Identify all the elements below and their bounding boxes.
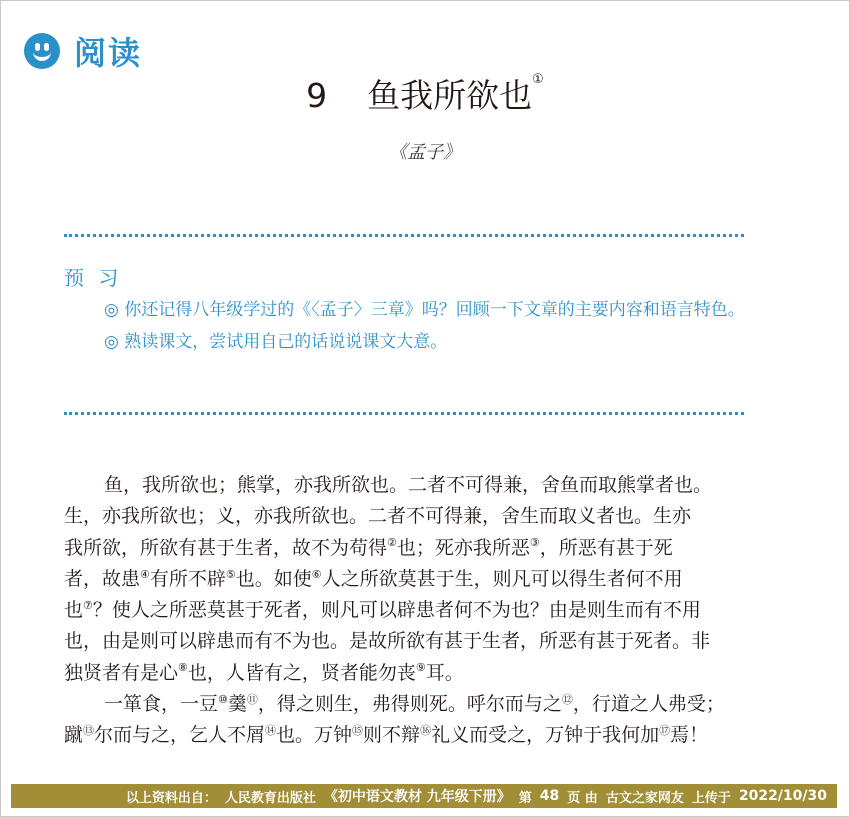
lesson-title — [0, 70, 850, 117]
text-line — [64, 595, 754, 626]
lesson-source: 《孟子》 — [389, 142, 461, 163]
footer-publisher: 人民教育出版社 — [224, 790, 316, 806]
source-footer — [11, 784, 837, 808]
footer-date: 2022/10/30 — [738, 788, 827, 804]
footnote-marker: ⑫ — [561, 692, 573, 706]
footer-prefix: 以上资料出自： — [125, 790, 217, 806]
footer-page-number: 48 — [539, 788, 560, 804]
footer-site: 古文之家网友 — [605, 790, 684, 806]
footer-uploaded: 上传于 — [691, 790, 731, 806]
footnote-marker: ⑨ — [415, 661, 426, 675]
text-segment: 我所欲，所欲有甚于生者，故不为苟得 — [64, 536, 388, 559]
preview-body — [64, 294, 754, 358]
text-segment: 耳。 — [425, 661, 464, 684]
preview-item: ◎ 你还记得八年级学过的《〈孟子〉三章》吗？回顾一下文章的主要内容和语言特色。 — [104, 300, 745, 320]
footnote-marker: ② — [387, 536, 397, 550]
text-segment: 尔而与之，乞人不屑 — [94, 724, 266, 747]
text-segment: 人之所欲莫甚于生，则凡可以得生者何不用 — [321, 567, 683, 590]
text-segment: 也 — [64, 599, 84, 622]
text-line — [64, 626, 754, 657]
lesson-number: 9 — [306, 76, 328, 115]
text-segment: 鱼，我所欲也；熊掌，亦我所欲也。二者不可得兼，舍鱼而取熊掌者也。 — [104, 474, 713, 496]
footnote-marker: ⑦ — [83, 598, 93, 612]
preview-item: ◎ 熟读课文，尝试用自己的话说说课文大意。 — [104, 332, 448, 352]
footnote-marker: ④ — [140, 567, 150, 581]
text-segment: 蹴 — [64, 724, 84, 747]
footnote-marker: ⑪ — [246, 692, 258, 706]
text-line — [64, 720, 754, 751]
paragraph-1 — [64, 470, 754, 689]
text-segment: 也。如使 — [235, 567, 312, 590]
text-segment: 也。万钟 — [276, 724, 353, 747]
text-segment: 独贤者有是心 — [64, 661, 179, 684]
section-label: 阅读 — [74, 34, 143, 72]
text-segment: 羹 — [227, 693, 247, 716]
text-line — [64, 658, 754, 689]
title-note-marker: ① — [532, 72, 544, 87]
footer-page-post: 页 由 — [567, 790, 598, 806]
text-segment: ，得之则生，弗得则死。呼尔而与之 — [257, 693, 562, 716]
main-text — [64, 470, 754, 752]
preview-divider-top — [64, 234, 744, 237]
footnote-marker: ⑯ — [420, 724, 432, 738]
text-segment: 也，由是则可以辟患而有不为也。是故所欲有甚于生者，所恶有甚于死者。非 — [64, 630, 711, 653]
paragraph-2 — [64, 689, 754, 752]
text-segment: 则不辩 — [363, 724, 421, 747]
preview-divider-bottom — [64, 412, 744, 415]
lesson-title-text: 鱼我所欲也 — [367, 76, 533, 115]
footnote-marker: ⑰ — [659, 724, 671, 738]
text-segment: ，行道之人弗受； — [572, 693, 725, 716]
text-line — [64, 501, 754, 532]
footnote-marker: ⑥ — [311, 567, 322, 581]
text-line — [64, 689, 754, 720]
footnote-marker: ⑬ — [83, 724, 95, 738]
preview-heading: 预 习 — [64, 266, 123, 290]
footnote-marker: ⑤ — [225, 567, 236, 581]
text-line — [64, 533, 754, 564]
footnote-marker: ⑧ — [178, 661, 188, 675]
text-segment: 者，故患 — [64, 567, 141, 590]
footer-book: 《初中语文教材 九年级下册》 — [323, 789, 511, 805]
footer-page-pre: 第 — [518, 790, 532, 806]
text-segment: 也；死亦我所恶 — [396, 536, 530, 559]
text-segment: ？使人之所恶莫甚于死者，则凡可以辟患者何不为也？由是则生而有不用 — [92, 599, 701, 622]
text-line — [64, 564, 754, 595]
text-line — [64, 470, 754, 501]
section-header — [24, 30, 142, 72]
footnote-marker: ⑮ — [352, 724, 364, 738]
text-segment: 焉！ — [670, 724, 709, 747]
text-segment: 礼义而受之，万钟于我何加 — [431, 724, 660, 747]
text-segment: 也，人皆有之，贤者能勿丧 — [187, 661, 416, 684]
text-segment: 有所不辟 — [149, 567, 226, 590]
text-segment: 生，亦我所欲也；义，亦我所欲也。二者不可得兼，舍生而取义者也。生亦 — [64, 505, 692, 528]
footnote-marker: ⑩ — [218, 692, 228, 706]
text-segment: 一箪食，一豆 — [104, 693, 219, 716]
footnote-marker: ⑭ — [265, 724, 277, 738]
footnote-marker: ③ — [529, 536, 540, 550]
text-segment: ，所恶有甚于死 — [539, 536, 673, 559]
smiley-icon — [24, 33, 60, 69]
